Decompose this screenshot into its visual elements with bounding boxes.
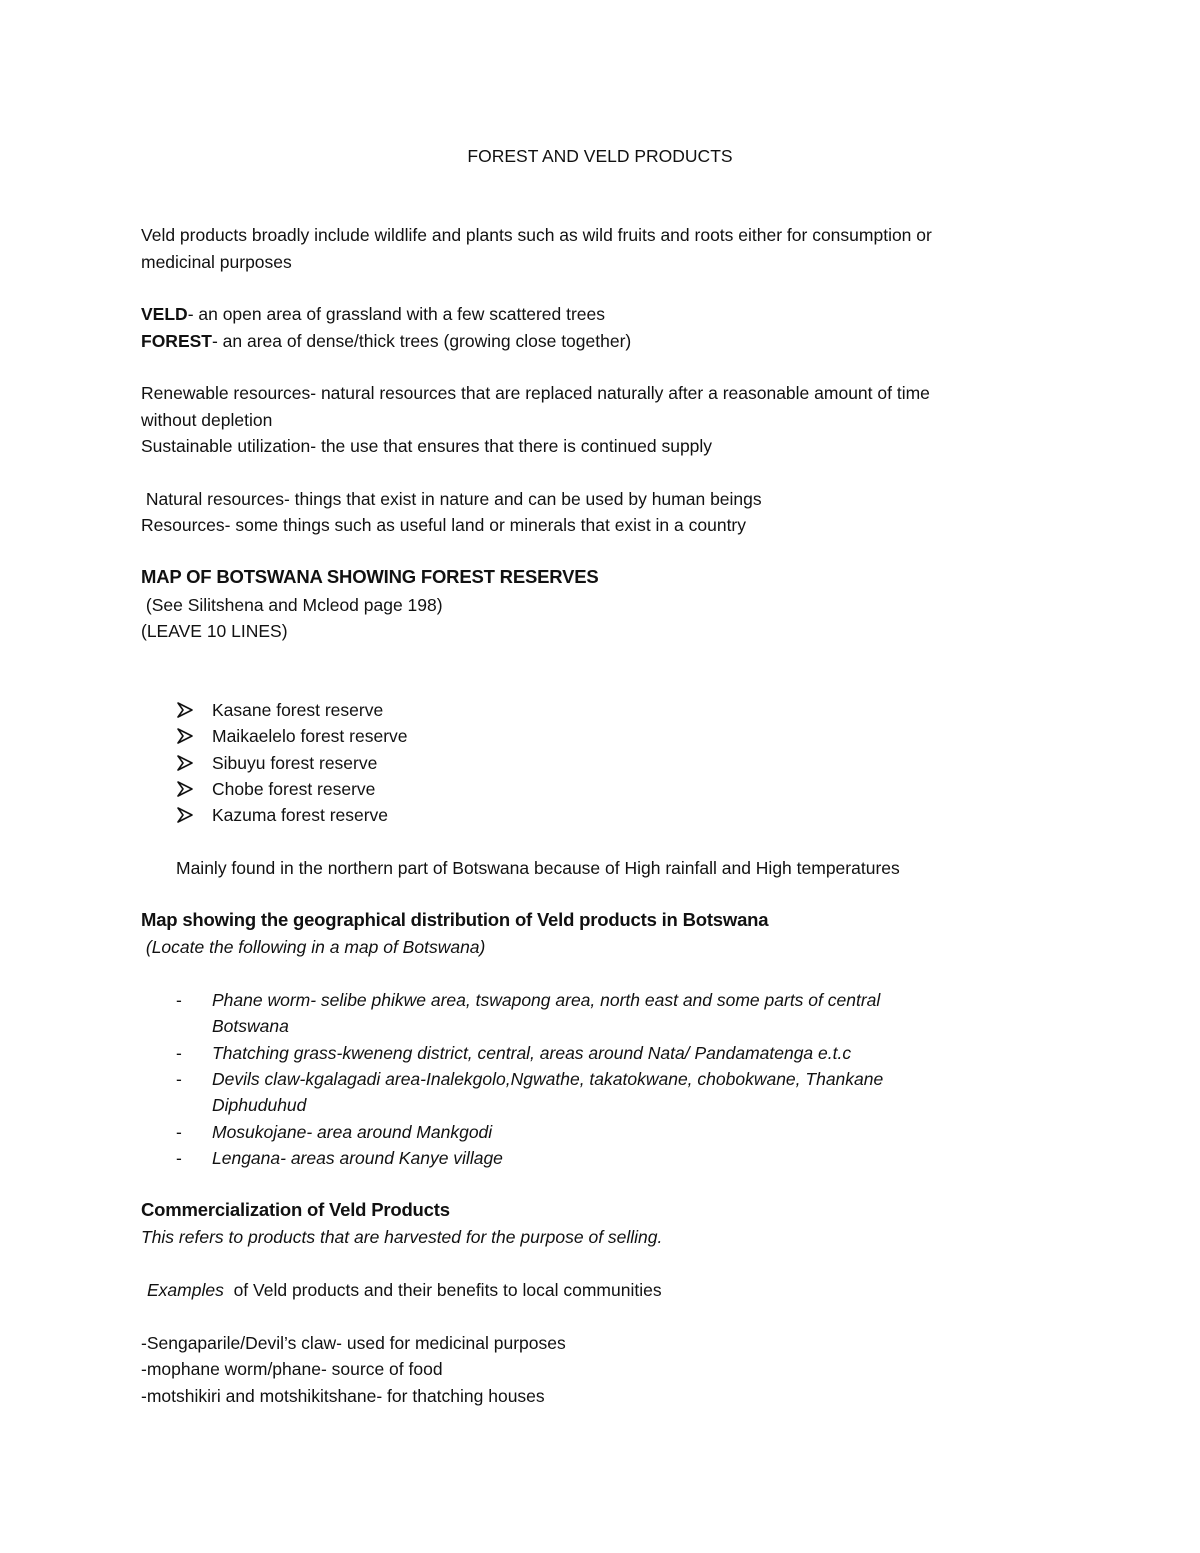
list-item <box>176 1145 503 1171</box>
list-item <box>176 697 383 723</box>
list-item <box>176 1119 492 1145</box>
dash-bullet: - <box>176 1122 182 1142</box>
renewable-line-1: Renewable resources- natural resources that are replaced naturally after a reasonable amount of time <box>141 383 930 403</box>
list-item <box>176 987 880 1013</box>
arrow-bullet-icon <box>176 776 212 802</box>
veld-definition <box>141 301 605 327</box>
forest-term: FOREST <box>141 331 212 351</box>
arrow-bullet-icon <box>176 802 212 828</box>
veld-item-line-1: Devils claw-kgalagadi area-Inalekgolo,Ngwathe, takatokwane, chobokwane, Thankane <box>212 1069 884 1089</box>
veld-item-line-1: Lengana- areas around Kanye village <box>212 1148 503 1168</box>
dash-bullet: - <box>176 1069 182 1089</box>
example-item: -motshikiri and motshikitshane- for thatching houses <box>141 1386 545 1406</box>
reserve-name: Maikaelelo forest reserve <box>212 726 408 746</box>
veld-def: - an open area of grassland with a few scattered trees <box>187 304 606 324</box>
examples-line <box>147 1277 662 1303</box>
examples-rest: of Veld products and their benefits to local communities <box>223 1280 662 1300</box>
natural-resources-line: Natural resources- things that exist in nature and can be used by human beings <box>141 489 762 509</box>
veld-item-line-2: Diphuduhud <box>212 1095 307 1115</box>
reserve-name: Kazuma forest reserve <box>212 805 389 825</box>
leave-lines-note: (LEAVE 10 LINES) <box>141 621 288 641</box>
list-item <box>176 750 377 776</box>
forest-definition <box>141 328 631 354</box>
reserve-name: Kasane forest reserve <box>212 700 384 720</box>
arrow-bullet-icon <box>176 723 212 749</box>
page-title: FOREST AND VELD PRODUCTS <box>467 146 733 166</box>
examples-label: Examples <box>147 1280 224 1300</box>
dash-bullet: - <box>176 1148 182 1168</box>
arrow-bullet-icon <box>176 750 212 776</box>
sustainable-line: Sustainable utilization- the use that ensures that there is continued supply <box>141 436 713 456</box>
intro-line-1: Veld products broadly include wildlife and plants such as wild fruits and roots either for consumption or <box>141 225 932 245</box>
veld-item-line-1: Mosukojane- area around Mankgodi <box>212 1122 493 1142</box>
list-item <box>176 1066 883 1092</box>
arrow-bullet-icon <box>176 697 212 723</box>
forest-map-heading: MAP OF BOTSWANA SHOWING FOREST RESERVES <box>141 566 599 587</box>
list-item <box>176 776 375 802</box>
forest-def: - an area of dense/thick trees (growing close together) <box>211 331 632 351</box>
forest-map-reference: (See Silitshena and Mcleod page 198) <box>141 595 443 615</box>
veld-term: VELD <box>141 304 188 324</box>
list-item <box>176 1040 851 1066</box>
commercialization-heading: Commercialization of Veld Products <box>141 1199 450 1220</box>
commercialization-definition: This refers to products that are harvested for the purpose of selling. <box>141 1227 663 1247</box>
dash-bullet: - <box>176 1043 182 1063</box>
forest-location-note: Mainly found in the northern part of Botswana because of High rainfall and High temperatures <box>176 858 900 878</box>
veld-item-line-1: Phane worm- selibe phikwe area, tswapong area, north east and some parts of central <box>212 990 881 1010</box>
intro-line-2: medicinal purposes <box>141 252 292 272</box>
list-item <box>176 802 388 828</box>
veld-map-heading: Map showing the geographical distribution of Veld products in Botswana <box>141 909 769 930</box>
reserve-name: Chobe forest reserve <box>212 779 376 799</box>
resources-line: Resources- some things such as useful land or minerals that exist in a country <box>141 515 747 535</box>
veld-item-line-1: Thatching grass-kweneng district, central, areas around Nata/ Pandamatenga e.t.c <box>212 1043 852 1063</box>
example-item: -Sengaparile/Devil’s claw- used for medicinal purposes <box>141 1333 566 1353</box>
reserve-name: Sibuyu forest reserve <box>212 753 378 773</box>
example-item: -mophane worm/phane- source of food <box>141 1359 443 1379</box>
veld-map-instruction: (Locate the following in a map of Botswana) <box>141 937 486 957</box>
list-item <box>176 723 408 749</box>
dash-bullet: - <box>176 990 182 1010</box>
renewable-line-2: without depletion <box>141 410 273 430</box>
veld-item-line-2: Botswana <box>212 1016 289 1036</box>
